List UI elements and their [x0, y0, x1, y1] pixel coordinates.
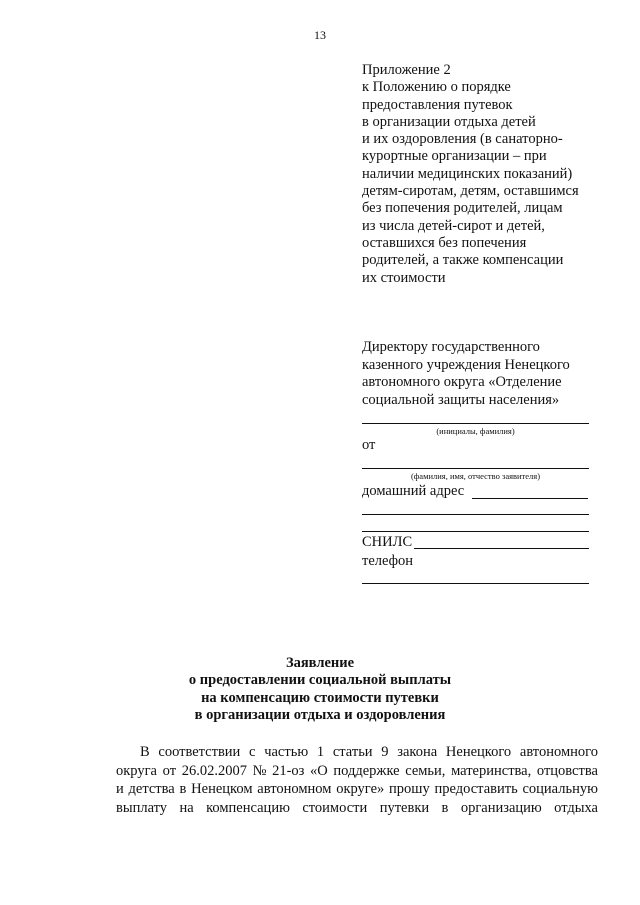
title-line: в организации отдыха и оздоровления	[194, 707, 446, 724]
appendix-line: Приложение 2	[362, 62, 451, 78]
body-line	[116, 743, 598, 762]
body-word: в	[441, 799, 449, 816]
phone-field-line[interactable]	[362, 583, 589, 584]
body-word: на	[179, 799, 194, 816]
body-word: социальную	[522, 781, 598, 797]
addressee-line: казенного учреждения Ненецкого	[362, 356, 570, 373]
appendix-line: курортные организации – при	[362, 148, 547, 165]
body-word: 26.02.2007	[181, 762, 247, 779]
initials-caption: (инициалы, фамилия)	[436, 426, 515, 436]
snils-label: СНИЛС	[362, 534, 413, 550]
title-line: о предоставлении социальной выплаты	[188, 672, 452, 689]
appendix-line: наличии медицинских показаний)	[362, 165, 573, 182]
appendix-line: в организации отдыха детей	[362, 113, 536, 130]
title-line: Заявление	[285, 655, 355, 671]
body-word: путевки	[379, 799, 430, 816]
addressee-line: Директору государственного	[362, 339, 540, 355]
title-line: на компенсацию стоимости путевки	[201, 689, 439, 706]
body-line	[116, 799, 598, 818]
document-title	[0, 655, 640, 725]
body-word: в	[179, 781, 187, 797]
body-word: организацию	[460, 799, 542, 816]
body-word: предоставить	[434, 781, 518, 797]
body-word: «О	[310, 762, 328, 779]
page-number: 13	[314, 28, 326, 42]
body-word: Ненецкого	[445, 744, 512, 760]
body-word: закона	[397, 744, 438, 760]
body-word: стоимости	[302, 799, 368, 816]
appendix-line: детям-сиротам, детям, оставшимся	[362, 183, 579, 200]
body-word: 9	[381, 744, 389, 760]
body-word: 1	[316, 744, 325, 760]
initials-field-line[interactable]	[362, 423, 589, 424]
address-label: домашний адрес	[362, 483, 465, 499]
body-word: округе»	[336, 781, 385, 797]
body-word: с	[249, 744, 256, 760]
body-word: статьи	[332, 744, 373, 760]
body-word: отдыха	[554, 799, 598, 816]
body-word: поддержке	[333, 762, 400, 779]
appendix-line: и их оздоровления (в санаторно-	[362, 131, 563, 148]
body-word: прошу	[389, 781, 430, 797]
appendix-line: без попечения родителей, лицам	[362, 200, 563, 217]
body-word: автономном	[257, 781, 332, 797]
body-word: соответствии	[158, 744, 241, 760]
appendix-header	[362, 62, 602, 287]
address-field-line-2[interactable]	[362, 514, 589, 515]
appendix-line: их стоимости	[362, 269, 446, 286]
body-word: от	[162, 762, 177, 779]
body-line	[116, 780, 598, 799]
from-label: от	[362, 437, 376, 453]
body-word: Ненецком	[191, 781, 253, 797]
addressee-line: автономного округа «Отделение	[362, 374, 562, 391]
body-word: отцовства	[536, 762, 598, 779]
body-word: выплату	[116, 799, 168, 816]
body-word: 21-оз	[272, 762, 305, 779]
body-word: частью	[264, 744, 309, 760]
address-field-line-3[interactable]	[362, 531, 589, 532]
appendix-line: предоставления путевок	[362, 96, 513, 113]
phone-label: телефон	[362, 553, 414, 569]
body-word: В	[140, 744, 150, 760]
body-word: материнства,	[451, 762, 532, 779]
addressee-block	[362, 339, 602, 409]
appendix-line: родителей, а также компенсации	[362, 252, 564, 269]
body-word: автономного	[519, 744, 598, 760]
body-word: детства	[128, 781, 175, 797]
appendix-line: оставшихся без попечения	[362, 234, 527, 251]
body-word: и	[116, 781, 124, 797]
body-paragraph	[116, 743, 598, 817]
appendix-line: к Положению о порядке	[362, 79, 511, 96]
addressee-line: социальной защиты населения»	[362, 391, 560, 408]
appendix-line: из числа детей-сирот и детей,	[362, 217, 545, 234]
body-word: компенсацию	[206, 799, 290, 816]
body-word: семьи,	[405, 762, 446, 779]
body-line	[116, 762, 598, 781]
applicant-name-field-line[interactable]	[362, 468, 589, 469]
body-word: округа	[116, 762, 157, 779]
address-field-line[interactable]	[472, 498, 588, 499]
applicant-caption: (фамилия, имя, отчество заявителя)	[410, 471, 541, 481]
snils-field-line[interactable]	[414, 548, 589, 549]
body-word: №	[252, 762, 267, 779]
